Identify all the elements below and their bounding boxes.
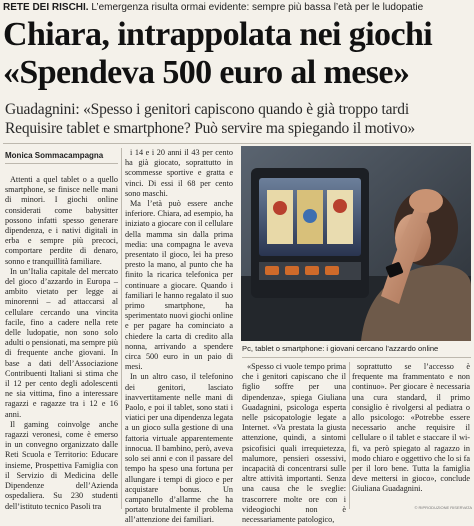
- article-column-1: [5, 175, 118, 509]
- article-column-3: [242, 362, 346, 525]
- article-column-4: [352, 362, 470, 509]
- copyright-note: © RIPRODUZIONE RISERVATA: [414, 505, 472, 510]
- divider: [3, 143, 471, 144]
- paragraph: i 14 e i 20 anni il 43 per cento ha già giocato, soprattutto in scommesse sportive e gratta e vinci. Di essi il 68 per cento sono maschi.: [125, 148, 233, 198]
- column-divider: [121, 148, 122, 509]
- column-divider: [349, 362, 350, 509]
- photo-illustration: [241, 146, 471, 341]
- byline-underline: [5, 163, 118, 164]
- paragraph: In un altro caso, il telefonino dei genitori, lasciato inavvertitamente nelle mani di Paolo, e poi il tablet, sono stati i viatici per una dipendenza legata a un gioco sulla gestione di una fattoria virtuale apparentemente innocua. Il bambino, però, aveva solo sei anni e con il passare del tempo ha speso una fortuna per allungare i tempi di gioco e per acquistare bonus. Un campanello d’allarme che ha portato brutalmente il problema all’attenzione dei familiari.: [125, 372, 233, 525]
- paragraph: «Spesso ci vuole tempo prima che i genitori capiscano che il figlio soffre per una dipendenza», spiega Giuliana Guadagnini, psicologa esperta nelle psicopatologie legate a Internet. «Va prestata la giusta attenzione, quindi, a sintomi psicofisici quali irrequietezza, malumore, pensieri ossessivi, incapacità di concentrarsi sulle altre attività importanti. Senza una causa che le sveglie: trascorrere molte ore con i videogiochi non è necessariamente patologico,: [242, 362, 346, 525]
- paragraph: Ma l’età può essere anche inferiore. Chiara, ad esempio, ha iniziato a giocare con il cellulare della mamma sin dalla prima media: una compagna le aveva presentato il gioco, lei ha preso presto la mano, al punto che ha finito la ricarica telefonica per continuare a giocare. Quando i familiari le hanno regalato il suo primo smartphone, ha sperimentato nuovi giochi online e per pagare ha cominciato a chiedere la carta di credito alla nonna, arrivando a spendere circa 500 euro in un paio di mesi.: [125, 199, 234, 372]
- article-column-2: [125, 148, 234, 525]
- caption-underline: [242, 357, 471, 358]
- kicker: [3, 1, 471, 15]
- paragraph: Il gaming coinvolge anche ragazzi veronesi, come è emerso in un convegno organizzato dalle Reti Scuola e Territorio: Educare insieme, Prospettiva Famiglia con il Servizio di Medicina delle Dipendenze dell’Azienda ospedaliera. Su 230 studenti dell’istituto tecnico Pasoli tra: [5, 419, 118, 511]
- subhead-line-1: Guadagnini: «Spesso i genitori capiscono quando è già troppo tardi: [5, 101, 409, 118]
- photo-caption: Pc, tablet o smartphone: i giovani cercano l’azzardo online: [242, 344, 439, 353]
- headline-line-2: «Spendeva 500 euro al mese»: [3, 54, 410, 91]
- headline-line-1: Chiara, intrappolata nei giochi: [3, 16, 433, 53]
- subhead-line-2: Requisire tablet e smartphone? Può servire ma spiegando il motivo»: [5, 120, 415, 137]
- kicker-text: L’emergenza risulta ormai evidente: sempre più bassa l’età per le ludopatie: [88, 2, 424, 13]
- paragraph: Attenti a quel tablet o a quello smartphone, se finisce nelle mani di minori. I giochi online considerati come babysitter possono infatti spesso generare dipendenza, e i nativi digitali in erba e sempre più precoci, comportare perdite di denaro, sonno e tranquillità familiare.: [5, 175, 118, 266]
- byline: Monica Sommacampagna: [5, 151, 104, 160]
- article-photo: [241, 146, 471, 341]
- paragraph: In un’Italia capitale del mercato del gioco d’azzardo in Europa – ambito vietato per legge ai minorenni – ad attaccarsi al cellulare cercando una vincita facile, fino a cadere nella rete delle ludopatie, non sono solo adulti o pensionati, ma sempre più di frequente anche giovani. In base a dati dell’Associazione Contribuenti Italiani si stima che il 12 per cento degli adolescenti ne sia vittima, fino a interessare ragazzi e ragazze tra i 12 e 16 anni.: [5, 266, 118, 419]
- paragraph: soprattutto se l’accesso è frequente ma frammentato e non continuo». Per giocare è necessaria una cura standard, il primo consiglio è rivolgersi al pediatra o allo psicologo: «Potrebbe essere necessario anche requisire il cellulare o il tablet e staccare il wi-fi, va però spiegato al ragazzo in modo chiaro e oggettivo che lo si fa per il loro bene. Tutta la famiglia deve mettersi in gioco», conclude Giuliana Guadagnini.: [352, 362, 470, 494]
- kicker-label: RETE DEI RISCHI.: [3, 2, 89, 13]
